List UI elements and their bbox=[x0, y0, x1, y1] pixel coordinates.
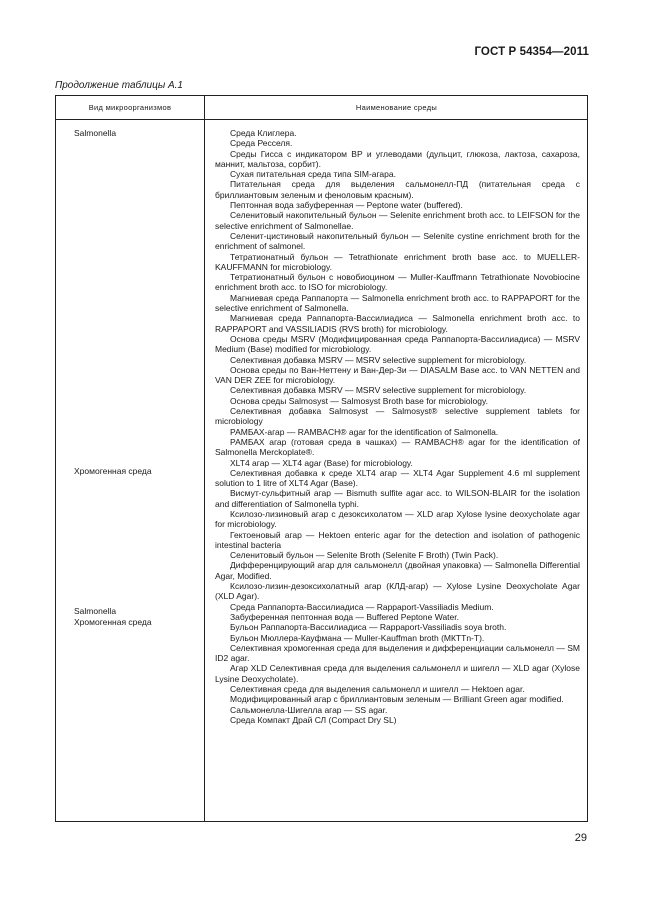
medium-entry: РАМБАХ-агар — RAMBACH® agar for the identification of Salmonella. bbox=[230, 426, 499, 437]
medium-entry: Среды Гисса с индикатором ВР и углеводами (дульцит, глюкоза, лактоза, сахароза, маннит, мальтоза, сорбит). bbox=[215, 148, 580, 169]
medium-entry: Магниевая среда Раппапорта — Salmonella enrichment broth acc. to RAPPAPORT for the selective enrichment of Salmonella. bbox=[215, 292, 580, 314]
medium-entry: Тетратионатный бульон с новобиоцином — Muller-Kauffmann Tetrathionate Novobiocine enrichment broth acc. to ISO for microbiology. bbox=[215, 272, 580, 293]
medium-entry: Гектоеновый агар — Hektoen enteric agar for the detection and isolation of pathogenic intestinal bacteria bbox=[215, 529, 580, 550]
medium-entry: Селективная добавка MSRV — MSRV selective supplement for microbiology. bbox=[230, 354, 527, 365]
medium-entry: Ксилозо-лизин-дезоксихолатный агар (КЛД-агар) — Xylose Lysine Deoxycholate Agar (XLD Agar). bbox=[215, 581, 580, 602]
medium-entry: Пептонная вода забуференная — Peptone water (buffered). bbox=[230, 200, 463, 211]
medium-entry: Бульон Раппапорта-Вассилиадиса — Rappaport-Vassiliadis soya broth. bbox=[230, 622, 507, 633]
medium-entry: Тетратионатный бульон — Tetrathionate enrichment broth base acc. to MUELLER-KAUFFMANN for microbiology. bbox=[215, 251, 580, 272]
medium-entry: Селективная добавка Salmosyst — Salmosyst® selective supplement tablets for microbiology bbox=[215, 406, 580, 427]
medium-entry: Сухая питательная среда типа SIM-агара. bbox=[230, 169, 396, 180]
table-caption: Продолжение таблицы А.1 bbox=[55, 80, 183, 91]
medium-entry: Селенитовый накопительный бульон — Selenite enrichment broth acc. to LEIFSON for the selective enrichment of Salmonellae. bbox=[215, 210, 580, 231]
medium-entry: Среда Компакт Драй СЛ (Compact Dry SL) bbox=[230, 714, 397, 725]
document-id: ГОСТ Р 54354—2011 bbox=[474, 46, 589, 58]
medium-entry: Среда Ресселя. bbox=[230, 138, 293, 149]
organism-label: Хромогенная среда bbox=[74, 466, 152, 476]
media-table bbox=[55, 95, 588, 822]
organism-label: Salmonella bbox=[74, 128, 117, 138]
table-header bbox=[56, 96, 587, 120]
medium-entry: Магниевая среда Раппапорта-Вассилиадиса — Salmonella enrichment broth acc. to RAPPAPORT and VASSILIADIS (RVS broth) for microbiology. bbox=[215, 313, 580, 334]
medium-column bbox=[215, 128, 580, 725]
medium-entry: Основа среды по Ван-Неттену и Ван-Дер-Зи — DIASALM Base acc. to VAN NETTEN and VAN DER ZEE for microbiology. bbox=[215, 364, 580, 386]
medium-entry: Селенит-цистиновый накопительный бульон — Selenite cystine enrichment broth for the enrichment of salmonel. bbox=[215, 230, 580, 252]
medium-entry: XLT4 агар — XLT4 agar (Base) for microbiology. bbox=[230, 457, 413, 468]
medium-entry: Селективная добавка к среде XLT4 агар — XLT4 Agar Supplement 4.6 ml supplement solution to 1 litre of XLT4 Agar (Base). bbox=[215, 467, 580, 489]
medium-entry: РАМБАХ агар (готовая среда в чашках) — RAMBACH® agar for the identification of Salmonella Merckoplate®. bbox=[215, 436, 580, 458]
medium-entry: Висмут-сульфитный агар — Bismuth sulfite agar acc. to WILSON-BLAIR for the isolation and differentiation of Salmonella typhi. bbox=[215, 488, 580, 509]
medium-entry: Основа среды Salmosyst — Salmosyst Broth base for microbiology. bbox=[230, 395, 488, 406]
organism-label: Salmonella bbox=[74, 606, 117, 616]
column-header-organism: Вид микроорганизмов bbox=[88, 103, 172, 112]
medium-entry: Селективная добавка MSRV — MSRV selective supplement for microbiology. bbox=[230, 385, 527, 396]
column-divider bbox=[204, 96, 205, 821]
organism-label: Хромогенная среда bbox=[74, 617, 152, 627]
medium-entry: Селенитовый бульон — Selenite Broth (Selenite F Broth) (Twin Pack). bbox=[230, 550, 499, 561]
column-header-medium: Наименование среды bbox=[355, 103, 438, 112]
page-number: 29 bbox=[574, 832, 587, 844]
medium-entry: Забуференная пептонная вода — Buffered Peptone Water. bbox=[230, 611, 459, 622]
medium-entry: Селективная хромогенная среда для выделения и дифференциации сальмонелл — SM ID2 agar. bbox=[215, 642, 580, 664]
medium-entry: Сальмонелла-Шигелла агар — SS agar. bbox=[230, 704, 388, 715]
medium-entry: Бульон Мюллера-Кауфмана — Muller-Kauffman broth (МКТТn-Т). bbox=[230, 632, 485, 643]
medium-entry: Среда Раппапорта-Вассилиадиса — Rappaport-Vassiliadis Medium. bbox=[230, 601, 494, 612]
medium-entry: Среда Клиглера. bbox=[230, 128, 297, 138]
medium-entry: Дифференцирующий агар для сальмонелл (двойная упаковка) — Salmonella Differential Agar, Modified. bbox=[215, 560, 580, 581]
medium-entry: Питательная среда для выделения сальмонелл-ПД (питательная среда с бриллиантовым зеленым и феноловым красным). bbox=[215, 179, 580, 200]
medium-entry: Селективная среда для выделения сальмонелл и шигелл — Hektoen agar. bbox=[230, 684, 525, 695]
medium-entry: Модифицированный агар с бриллиантовым зеленым — Brilliant Green agar modified. bbox=[230, 694, 564, 705]
medium-entry: Основа среды MSRV (Модифицированная среда Раппапорта-Вассилиадиса) — MSRV Medium (Base) modified for microbiology. bbox=[215, 333, 580, 355]
medium-entry: Агар XLD Селективная среда для выделения сальмонелл и шигелл — XLD agar (Xylose Lysine Deoxycholate). bbox=[215, 663, 580, 684]
medium-entry: Ксилозо-лизиновый агар с дезоксихолатом — XLD агар Xylose lysine deoxycholate agar for microbiology. bbox=[215, 508, 580, 530]
